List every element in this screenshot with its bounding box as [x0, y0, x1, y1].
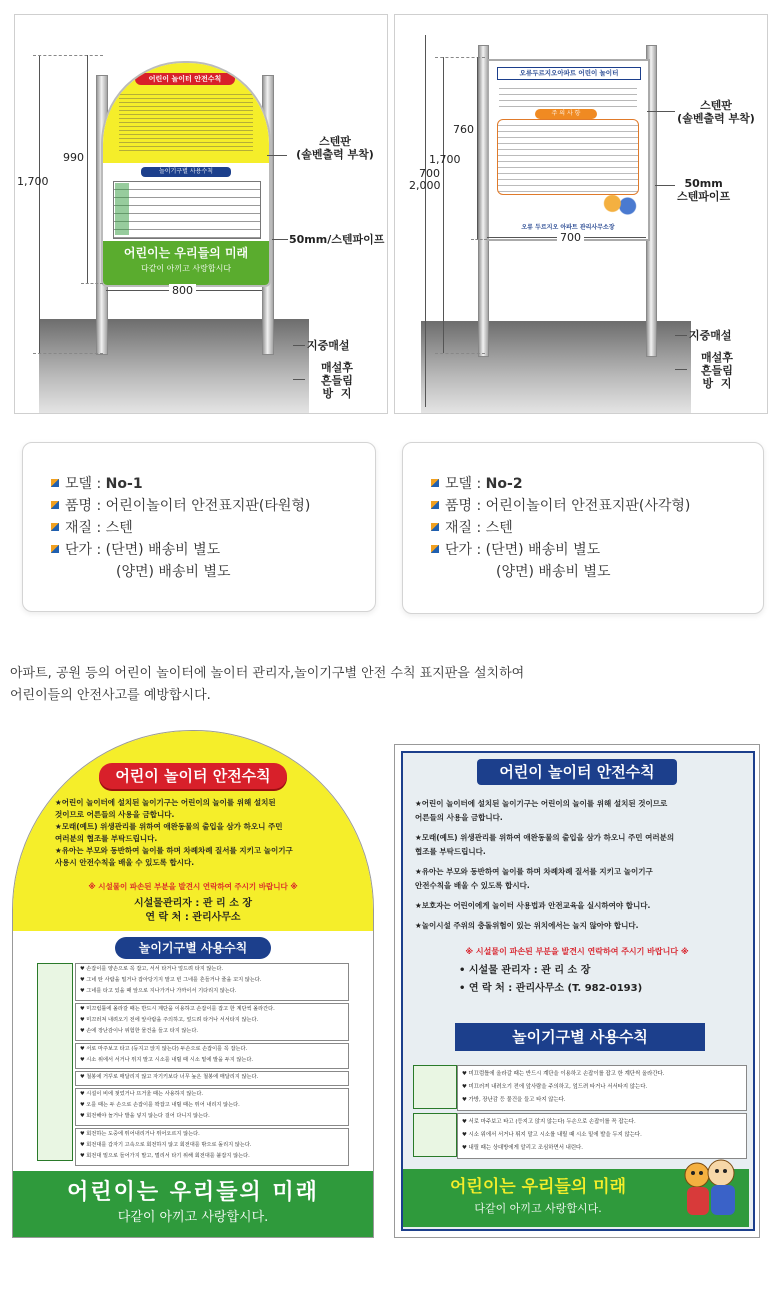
price-double: (양면) 배송비 별도 [496, 564, 611, 580]
row-line: ♥ 회전대 밑으로 들어가지 말고, 멀리서 타기 위해 회전대를 붙잡지 않는다. [80, 1153, 250, 1159]
dim-700v: 700 [419, 167, 440, 180]
mini-caution: 주 의 사 항 [535, 109, 597, 119]
rule-line: ★유아는 부모와 동반하여 놀이를 하며 차례차례 질서를 지키고 놀이기구 [55, 846, 293, 855]
bullet-icon [431, 523, 439, 531]
name-label: 품명 : [65, 498, 102, 514]
sign-2-banner [403, 1169, 749, 1227]
row-line: ♥ 미끄러져 내려오기 전에 앞사람을 주의하고, 엎드려 타거나 서서타지 않는다. [462, 1084, 648, 1090]
model-value: No-1 [105, 476, 143, 492]
row-line: ♥ 회전해야 놀거나 발을 넣지 않는다 걸어 다니지 않는다. [80, 1113, 210, 1119]
diagram-2-frame [394, 14, 768, 414]
rule-line: 것이므로 어른들의 사용을 금합니다. [55, 810, 175, 819]
slide-icon [413, 1065, 457, 1109]
row-line: ♥ 그네를 타고 있을 때 앞으로 지나가거나 가까이서 기다리지 않는다. [80, 988, 237, 994]
bullet-icon [51, 545, 59, 553]
equipment-row [75, 1003, 349, 1041]
description-line-2: 어린이들의 안전사고를 예방합시다. [10, 688, 211, 703]
row-line: ♥ 시소 위에서 서거나 뛰지 말고 시소를 내릴 때 시소 밑에 발을 두지 않는다. [462, 1132, 642, 1138]
mini-kids-illustration [601, 193, 639, 219]
equipment-row [75, 1128, 349, 1166]
name-label: 품명 : [445, 498, 482, 514]
label-ground: 지중매설 [689, 329, 732, 342]
row-line: ♥ 손에 장난감이나 위험한 물건을 들고 타지 않는다. [80, 1028, 199, 1034]
equipment-row [75, 1071, 349, 1086]
dim-800: 800 [169, 284, 196, 297]
label-panel: 스텐판 (솔벤출력 부착) [296, 135, 374, 161]
sign-1-title: 어린이 놀이터 안전수칙 [99, 763, 287, 789]
spec-card-1 [22, 442, 376, 612]
sign-2-title: 어린이 놀이터 안전수칙 [477, 759, 677, 785]
row-line: ♥ 가방, 장난감 등 물건을 들고 타지 않는다. [462, 1097, 566, 1103]
row-line: ♥ 시설이 비에 젖었거나 뜨거울 때는 사용하지 않는다. [80, 1091, 204, 1097]
row-line: ♥ 내릴 때는 상대방에게 알리고 조심하면서 내린다. [462, 1145, 583, 1151]
rule-line: 어른들의 사용을 금합니다. [415, 813, 503, 822]
sign-1-manager: 시설물관리자 : 관 리 소 장 [133, 898, 252, 909]
sign-1-subtitle: 놀이기구별 사용수칙 [115, 937, 271, 959]
dim-2000: 2,000 [409, 179, 441, 192]
rule-line: 여러분의 협조를 부탁드립니다. [55, 834, 158, 843]
price-single: (단면) 배송비 별도 [485, 542, 601, 558]
row-line: ♥ 미끄럼틀에 올라갈 때는 반드시 계단을 이용하고 손잡이를 잡고 한 계단씩 올라간다. [462, 1071, 665, 1077]
dim-700h: 700 [557, 231, 584, 244]
sign-1-contact: 연 락 처 : 관리사무소 [145, 912, 241, 923]
row-line: ♥ 회전하는 도중에 뛰어내리거나 뛰어오르지 않는다. [80, 1131, 200, 1137]
sign-2-rules [415, 797, 745, 933]
model-label: 모델 : [445, 476, 482, 492]
sign-1-banner [13, 1171, 373, 1237]
row-line: ♥ 회전대를 갑자기 고속으로 회전하지 않고 회전대를 밖으로 돌리지 않는다. [80, 1142, 252, 1148]
rule-line: 협조를 부탁드립니다. [415, 847, 486, 856]
material-value: 스텐 [485, 520, 513, 536]
rule-line: ★모래(예트) 위생관리를 위하여 애완동물의 출입을 삼가 하오니 주민 [55, 822, 283, 831]
model-value: No-2 [485, 476, 523, 492]
rule-line: ★유아는 부모와 동반하여 놀이를 하며 차례차례 질서를 지키고 놀이기구 [415, 867, 653, 876]
rule-line: ★놀이시설 주위의 충돌위험이 있는 위치에서는 놀지 않아야 합니다. [415, 921, 639, 930]
dim-760: 760 [453, 123, 474, 136]
dim-990: 990 [63, 151, 84, 164]
bullet-icon [51, 479, 59, 487]
sign-1-arch [12, 730, 374, 1238]
rule-line: ★어린이 놀이터에 설치된 놀이기구는 어린이의 놀이를 위해 설치된 것이므로 [415, 799, 668, 808]
dim-1700: 1,700 [429, 153, 461, 166]
rule-line: ★보호자는 어린이에게 놀이터 사용법과 안전교육을 실시하여야 합니다. [415, 901, 651, 910]
mini-banner-sub: 다같이 아끼고 사랑합시다 [140, 264, 232, 273]
material-label: 재질 : [65, 520, 102, 536]
row-line: ♥ 서로 마주보고 타고 (등지고 앉지 않는다) 두손으로 손잡이를 꼭 잡는다. [80, 1046, 248, 1052]
sign-1-rules [55, 797, 355, 869]
bullet-icon [431, 479, 439, 487]
mini-sign-lines [119, 91, 253, 151]
row-line: ♥ 미끄럼틀에 올라갈 때는 반드시 계단을 이용하고 손잡이를 잡고 한 계단씩 올라간다. [80, 1006, 275, 1012]
row-line: ♥ 미끄러져 내려오기 전에 앞사람을 주의하고, 엎드려 타거나 서서타지 않는다. [80, 1017, 259, 1023]
row-line: ♥ 오를 때는 두 손으로 손잡이를 꽉잡고 내릴 때는 뛰어 내리지 않는다. [80, 1102, 240, 1108]
equipment-row [75, 1088, 349, 1126]
dim-1700: 1,700 [17, 175, 49, 188]
mini-rect-sign [487, 59, 650, 241]
sign-1-banner-main: 어린이는 우리들의 미래 [67, 1180, 319, 1205]
price-single: (단면) 배송비 별도 [105, 542, 221, 558]
mini-sub-title: 놀이기구별 사용수칙 [141, 167, 231, 177]
price-double: (양면) 배송비 별도 [116, 564, 231, 580]
label-pipe: 50mm 스텐파이프 [677, 177, 731, 203]
sign-2-banner-main: 어린이는 우리들의 미래 [449, 1177, 627, 1197]
bullet-icon [51, 501, 59, 509]
diagram-1-frame [14, 14, 388, 414]
label-ground: 지중매설 [307, 339, 350, 352]
name-value: 어린이놀이터 안전표지판(사각형) [485, 498, 691, 514]
bullet-icon [431, 501, 439, 509]
row-line: ♥ 손잡이를 양손으로 꼭 잡고, 서서 타거나 엎드려 타지 않는다. [80, 966, 224, 972]
label-fix: 매설후 흔들림 방 지 [701, 351, 733, 390]
sign-2-subtitle: 놀이기구별 사용수칙 [455, 1023, 705, 1051]
row-line: ♥ 시소 위에서 서거나 뛰지 말고 시소를 내릴 때 시소 밑에 발을 두지 않는다. [80, 1057, 254, 1063]
mini-footer: 오류 두르지오 아파트 관리사무소장 [521, 224, 615, 231]
price-label: 단가 : [445, 542, 482, 558]
row-line: ♥ 그네 탄 사람을 밀거나 잡아당기지 말고 빈 그네를 흔들거나 줄을 꼬지 않는다. [80, 977, 262, 983]
description-line-1: 아파트, 공원 등의 어린이 놀이터에 놀이터 관리자,놀이기구별 안전 수칙 표지판을 설치하여 [10, 666, 525, 681]
bullet-icon [51, 523, 59, 531]
material-value: 스텐 [105, 520, 133, 536]
rule-line: ★어린이 놀이터에 설치된 놀이기구는 어린이의 놀이를 위해 설치된 [55, 798, 276, 807]
mini-sign-title: 어린이 놀이터 안전수칙 [135, 73, 235, 85]
sign-2-contact: • 연 락 처 : 관리사무소 (T. 982-0193) [459, 983, 643, 994]
row-line: ♥ 서로 마주보고 타고 (등지고 앉지 않는다) 두손으로 손잡이를 꼭 잡는다. [462, 1119, 636, 1125]
mini-arch-sign [101, 61, 271, 287]
rule-line: ★모래(예트) 위생관리를 위하여 애완동물의 출입을 삼가 하오니 주민 여러분의 [415, 833, 675, 842]
sign-1-banner-sub: 다같이 아끼고 사랑합시다. [117, 1210, 269, 1225]
row-line: ♥ 철봉에 거꾸로 매달리지 않고 자기키보다 너무 높은 철봉에 매달리지 않는다. [80, 1074, 259, 1080]
mini-sign-title: 오류두르지오아파트 어린이 놀이터 [497, 67, 641, 80]
swing-icon [37, 963, 73, 1161]
sign-2-manager: • 시설물 관리자 : 관 리 소 장 [459, 965, 591, 976]
material-label: 재질 : [445, 520, 482, 536]
sign-1-warning: ※ 시설물이 파손된 부분을 발견시 연락하여 주시기 바랍니다 ※ [88, 882, 298, 891]
name-value: 어린이놀이터 안전표지판(타원형) [105, 498, 311, 514]
price-label: 단가 : [65, 542, 102, 558]
sign-2-rect [394, 744, 760, 1238]
spec-card-2 [402, 442, 764, 614]
label-fix: 매설후 흔들림 방 지 [321, 361, 353, 400]
kids-illustration-icon [675, 1155, 745, 1221]
mini-rows [113, 181, 261, 239]
model-label: 모델 : [65, 476, 102, 492]
sign-2-warning: ※ 시설물이 파손된 부분을 발견시 연락하여 주시기 바랍니다 ※ [465, 947, 689, 956]
rule-line: 안전수칙을 배울 수 있도록 합시다. [415, 881, 530, 890]
equipment-row [457, 1065, 747, 1111]
equipment-row [457, 1113, 747, 1159]
bullet-icon [431, 545, 439, 553]
rule-line: 사용시 안전수칙을 배울 수 있도록 합시다. [55, 858, 195, 867]
mini-banner-main: 어린이는 우리들의 미래 [123, 246, 249, 260]
equipment-row [75, 963, 349, 1001]
seesaw-icon [413, 1113, 457, 1157]
label-panel: 스텐판 (솔벤출력 부착) [677, 99, 755, 125]
label-pipe: 50mm/스텐파이프 [289, 233, 385, 246]
sign-2-banner-sub: 다같이 아끼고 사랑합시다. [474, 1202, 602, 1215]
equipment-row [75, 1043, 349, 1069]
